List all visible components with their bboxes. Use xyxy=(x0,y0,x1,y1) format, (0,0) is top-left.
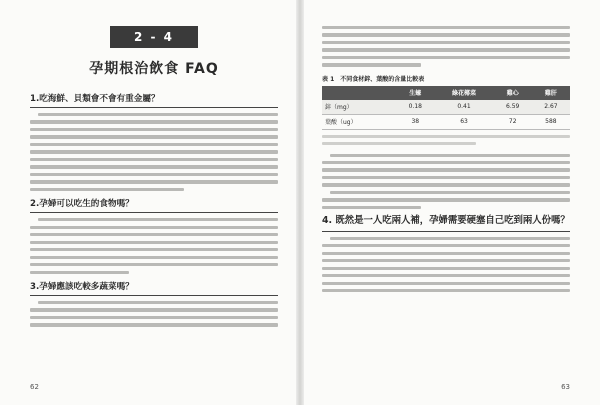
question-2-body xyxy=(30,218,278,274)
question-4-body xyxy=(322,237,570,293)
table-cell: 葉酸（ug） xyxy=(322,114,396,129)
after-table-body xyxy=(322,154,570,210)
table-header-cell: 雞肝 xyxy=(544,90,557,98)
table-header-cell: 綠花椰菜 xyxy=(452,90,477,98)
continued-body xyxy=(322,26,570,67)
table-header-cell: 生蠔 xyxy=(409,90,422,98)
page-number-left: 62 xyxy=(30,383,39,391)
table-cell: 38 xyxy=(396,114,434,129)
right-footer xyxy=(561,383,570,393)
table-cell: 0.18 xyxy=(396,100,434,115)
table-cell: 588 xyxy=(532,114,570,129)
left-footer xyxy=(30,383,39,393)
table-header-row xyxy=(322,86,570,100)
chapter-label: 2 - 4 xyxy=(110,26,198,48)
right-page xyxy=(300,0,600,405)
book-gutter xyxy=(296,0,304,405)
question-2-heading: 2.孕婦可以吃生的食物嗎？ xyxy=(30,197,278,213)
table-cell: 2.67 xyxy=(532,100,570,115)
table-source-note xyxy=(322,135,570,145)
question-1-heading: 1.吃海鮮、貝類會不會有重金屬？ xyxy=(30,92,278,108)
table-cell: 72 xyxy=(494,114,532,129)
table-header-cell: 雞心 xyxy=(506,90,519,98)
table-cell: 6.59 xyxy=(494,100,532,115)
question-4-heading: 4. 既然是一人吃兩人補，孕婦需要硬塞自己吃到兩人份嗎？ xyxy=(322,215,570,232)
question-3-body xyxy=(30,301,278,327)
table-row xyxy=(322,100,570,115)
table-row xyxy=(322,114,570,129)
table-header-cell xyxy=(322,86,396,100)
table-caption: 表 1 不同食材鋅、葉酸的含量比較表 xyxy=(322,75,425,83)
table-cell: 0.41 xyxy=(434,100,493,115)
nutrient-table xyxy=(322,86,570,130)
question-3-heading: 3.孕婦應該吃較多蔬菜嗎？ xyxy=(30,280,278,296)
question-1-body xyxy=(30,113,278,191)
page-number-right: 63 xyxy=(561,383,570,391)
table-cell: 63 xyxy=(434,114,493,129)
table-cell: 鋅（mg） xyxy=(322,100,396,115)
chapter-title: 孕期根治飲食 FAQ xyxy=(89,61,219,77)
